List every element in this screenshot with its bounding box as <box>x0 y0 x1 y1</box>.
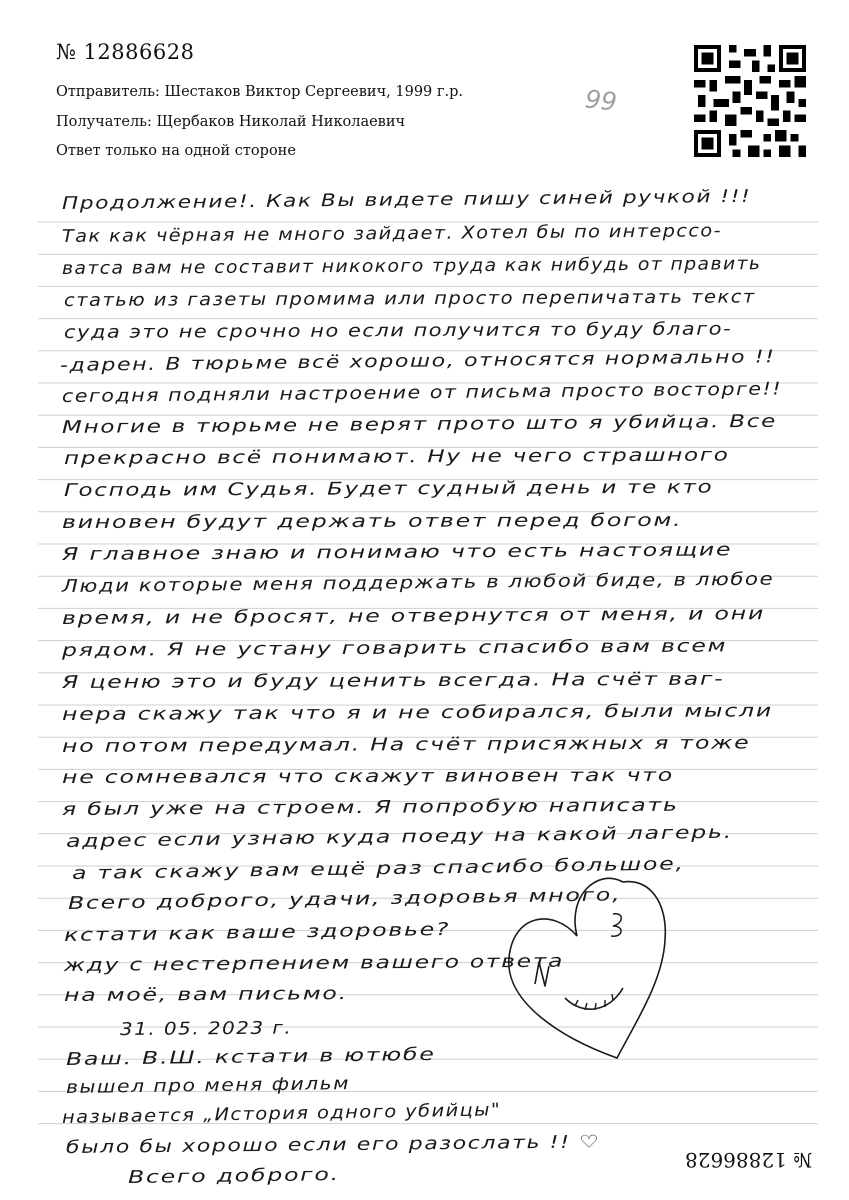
letter-line-17: нера скажу так что я и не собирался, были мысли <box>61 701 774 725</box>
one-side-note: Ответ только на одной стороне <box>56 143 296 159</box>
letter-line-7: сегодня подняли настроение от письма просто восторге!! <box>61 379 783 407</box>
sender-line: Отправитель: Шестаков Виктор Сергеевич, 1999 г.р. <box>56 84 463 100</box>
rotated-document-number: № 12886628 <box>685 1148 813 1172</box>
letter-line-31: было бы хорошо если его разослать !! ♡ <box>65 1132 601 1158</box>
letter-line-32: Всего доброго. <box>127 1165 340 1188</box>
letter-line-2: Так как чёрная не много зайдает. Хотел бы по интерссо- <box>61 221 723 247</box>
letter-line-30: называется „История одного убийцы" <box>61 1100 502 1128</box>
letter-line-20: я был уже на строем. Я попробую написать <box>61 795 679 820</box>
letter-line-1: Продолжение!. Как Вы видете пишу синей ручкой !!! <box>61 186 752 214</box>
letter-line-15: рядом. Я не устану говарить спасибо вам всем <box>61 636 728 661</box>
letter-line-4: статью из газеты промима или просто перепичатать текст <box>63 287 756 311</box>
letter-line-29: вышел про меня фильм <box>65 1074 351 1098</box>
letter-line-25: жду с нестерпением вашего ответа <box>63 951 565 976</box>
letter-line-21: адрес если узнаю куда поеду на какой лагерь. <box>65 822 734 852</box>
heart-drawing <box>505 870 670 1060</box>
recipient-line: Получатель: Щербаков Николай Николаевич <box>56 114 406 130</box>
letter-line-24: кстати как ваше здоровье? <box>63 919 451 946</box>
letter-line-10: Господь им Судья. Будет судный день и те кто <box>63 477 714 501</box>
letter-line-12: Я главное знаю и понимаю что есть настоящие <box>61 540 733 565</box>
letter-line-19: не сомневался что скажут виновен так что <box>61 765 674 788</box>
letter-line-6: -дарен. В тюрьме всё хорошо, относятся нормально !! <box>59 347 776 376</box>
letter-line-16: Я ценю это и буду ценить всегда. На счёт ваг- <box>61 669 725 693</box>
page-mark-text: 99 <box>583 84 619 117</box>
document-number: № 12886628 <box>56 40 195 64</box>
letter-line-11: виновен будут держать ответ перед богом. <box>61 510 683 533</box>
letter-line-28: Ваш. В.Ш. кстати в ютюбе <box>65 1044 436 1070</box>
letter-line-8: Многие в тюрьме не верят прото што я убийца. Все <box>61 411 778 438</box>
letter-line-5: суда это не срочно но если получится то буду благо- <box>63 319 733 343</box>
letter-line-9: прекрасно всё понимают. Ну не чего страшного <box>63 445 730 469</box>
letter-line-23: Всего доброго, удачи, здоровья много, <box>67 885 622 914</box>
letter-line-14: время, и не бросят, не отвернутся от меня, и они <box>61 604 766 629</box>
letter-line-27: 31. 05. 2023 г. <box>119 1018 293 1040</box>
letter-line-3: ватса вам не составит никокого труда как нибудь от править <box>61 254 762 279</box>
letter-line-13: Люди которые меня поддержать в любой биде, в любое <box>61 569 775 597</box>
letter-line-18: но потом передумал. На счёт присяжных я тоже <box>61 733 751 757</box>
letter-line-22: а так скажу вам ещё раз спасибо большое, <box>71 854 685 884</box>
letter-line-26: на моё, вам письмо. <box>63 984 348 1006</box>
